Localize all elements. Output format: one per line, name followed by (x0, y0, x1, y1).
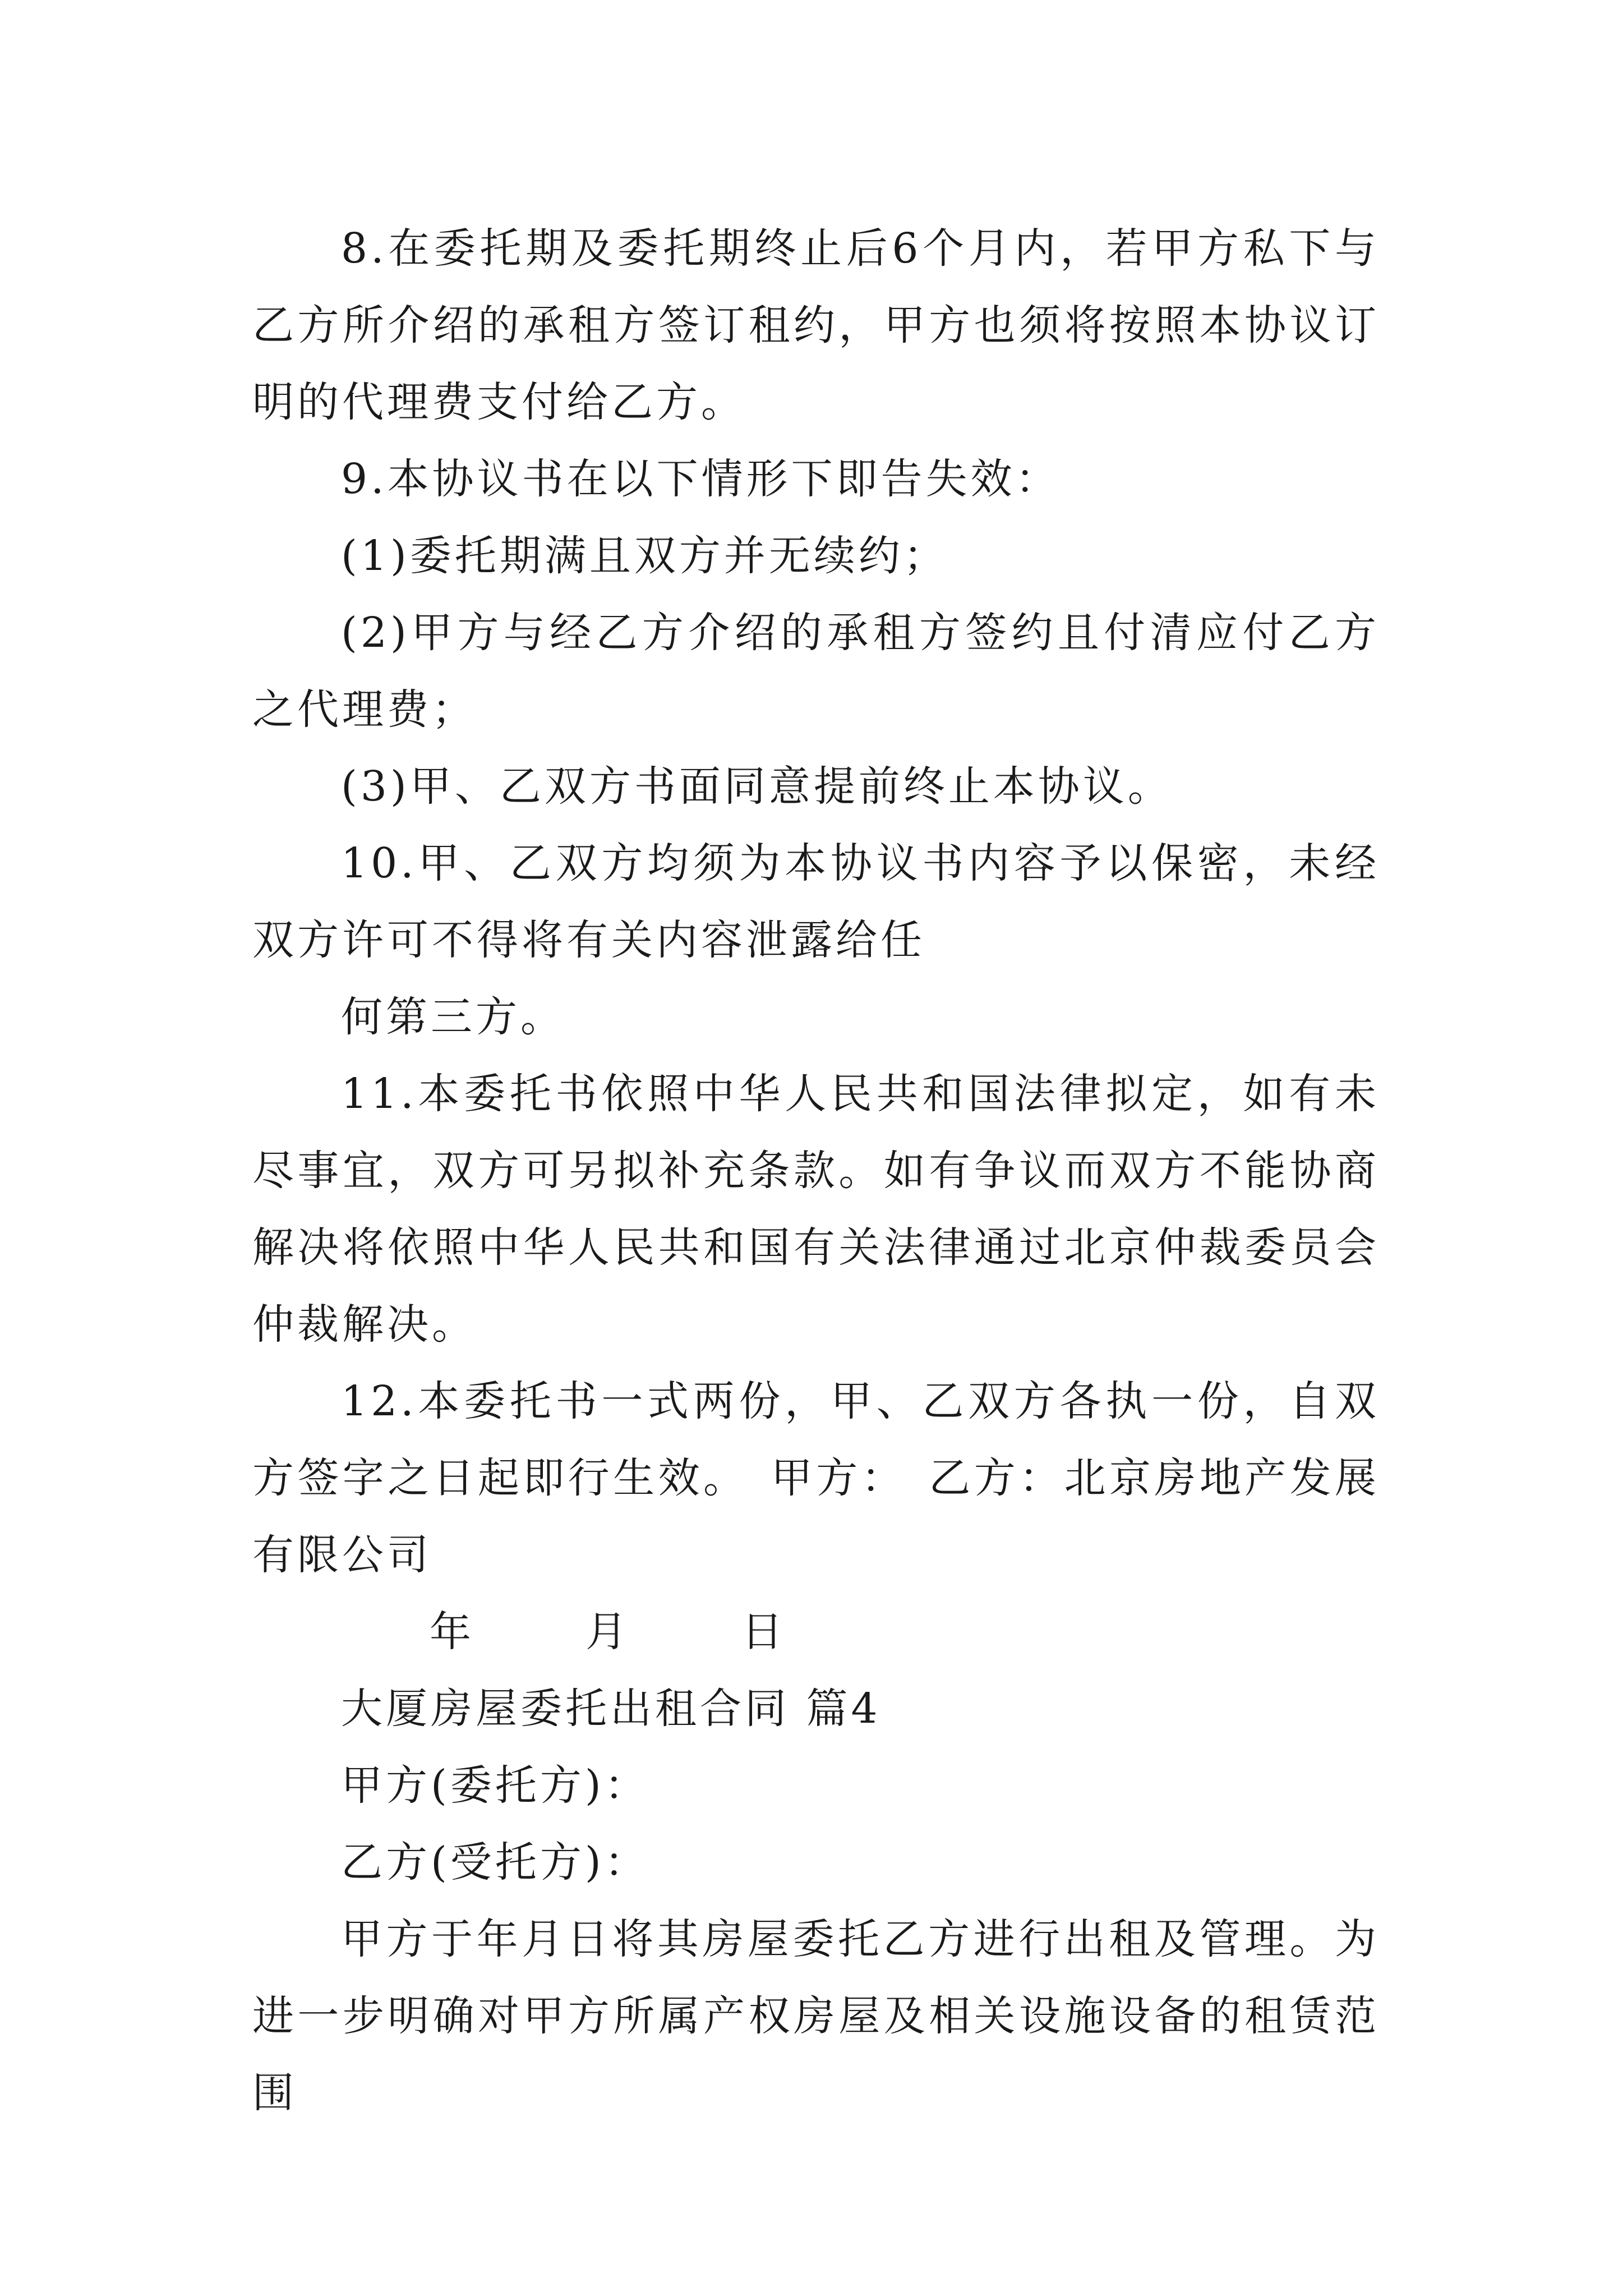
date-day: 日 (741, 1608, 786, 1656)
date-year: 年 (430, 1608, 474, 1656)
party-a-line: 甲方(委托方)： (341, 1761, 649, 1810)
clause-9: 9.本协议书在以下情形下即告失效： (341, 455, 1061, 503)
date-line (252, 1594, 1380, 1671)
party-a-signature-label: 甲方： (771, 1454, 907, 1502)
clause-9-item-2: (2)甲方与经乙方介绍的承租方签约且付清应付乙方之代理费； (252, 609, 1380, 734)
party-b-line: 乙方(受托方)： (341, 1838, 649, 1887)
clause-10: 10.甲、乙双方均须为本协议书内容予以保密，未经双方许可不得将有关内容泄露给任 (252, 839, 1380, 964)
section-title: 大厦房屋委托出租合同 篇4 (341, 1685, 881, 1733)
date-month: 月 (585, 1608, 630, 1656)
party-b-signature-label: 乙方：北京房地产发展有限公司 (252, 1454, 1380, 1579)
clause-9-item-3: (3)甲、乙双方书面同意提前终止本协议。 (341, 762, 1173, 811)
clause-8: 8.在委托期及委托期终止后6个月内，若甲方私下与乙方所介绍的承租方签订租约，甲方也须将按照本协议订明的代理费支付给乙方。 (252, 224, 1380, 426)
clause-9-item-1: (1)委托期满且双方并无续约； (341, 532, 948, 580)
clause-12 (252, 1363, 1380, 1594)
clause-10-continuation: 何第三方。 (341, 993, 565, 1041)
clause-12-text: 12.本委托书一式两份，甲、乙双方各执一份，自双方签字之日起即行生效。 (252, 1377, 1380, 1502)
clause-11: 11.本委托书依照中华人民共和国法律拟定，如有未尽事宜，双方可另拟补充条款。如有争议而双方不能协商解决将依照中华人民共和国有关法律通过北京仲裁委员会仲裁解决。 (252, 1070, 1380, 1349)
document-body (252, 210, 1380, 2132)
closing-paragraph: 甲方于年月日将其房屋委托乙方进行出租及管理。为进一步明确对甲方所属产权房屋及相关设施设备的租赁范围 (252, 1915, 1380, 2117)
